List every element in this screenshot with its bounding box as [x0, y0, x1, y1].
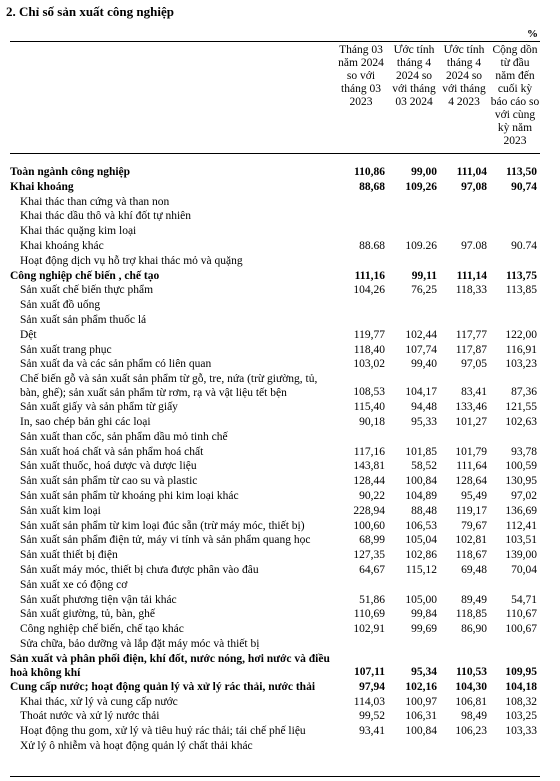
row-value-col1: 128,44 [353, 475, 385, 488]
row-value-col2 [388, 313, 440, 328]
row-value-col2: 105,04 [405, 534, 437, 547]
row-value-col1: 115,40 [353, 401, 385, 414]
row-value-col4: 90.74 [511, 239, 537, 252]
row-value-col1: 107,11 [354, 665, 385, 678]
table-row [10, 489, 540, 504]
row-value-col1: 143,81 [353, 460, 385, 473]
table-row [10, 180, 540, 195]
row-value-col3 [440, 254, 490, 269]
row-value-col4: 103,23 [505, 358, 537, 371]
column-header-1: Tháng 03 năm 2024 so với tháng 03 2023 [338, 44, 384, 108]
row-label: Thoát nước và xử lý nước thải [20, 710, 160, 723]
row-value-col1: 68,99 [359, 534, 385, 547]
row-label: Sản xuất sản phẩm điện tử, máy vi tính và sản phẩm quang học [20, 534, 311, 547]
row-value-col3 [440, 637, 490, 652]
table-row [10, 254, 540, 269]
row-value-col2: 109,26 [405, 180, 437, 193]
row-value-col2: 100,84 [405, 725, 437, 738]
row-value-col1: 228,94 [353, 504, 385, 517]
row-value-col1: 100,60 [353, 519, 385, 532]
row-value-col2 [388, 578, 440, 593]
row-value-col4 [490, 578, 540, 593]
row-value-col1: 97,94 [359, 680, 385, 693]
row-value-col1: 118,40 [353, 343, 385, 356]
row-value-col4 [490, 254, 540, 269]
row-value-col3: 97.08 [461, 239, 487, 252]
row-label: Công nghiệp chế biến , chế tạo [10, 269, 160, 282]
table-row [10, 504, 540, 519]
row-value-col3 [440, 430, 490, 445]
row-label: Sản xuất và phân phối điện, khí đốt, nước nóng, hơi nước và điều hoà không khí [10, 652, 330, 679]
row-label: Sản xuất kim loại [20, 504, 101, 517]
row-label: Sản xuất máy móc, thiết bị chưa được phân vào đâu [20, 563, 259, 576]
table-row [10, 652, 540, 680]
row-value-col2: 99,11 [411, 269, 437, 282]
row-value-col4: 103,51 [505, 534, 537, 547]
table-row [10, 622, 540, 637]
table-row [10, 474, 540, 489]
table-row [10, 637, 540, 652]
row-value-col3: 119,17 [455, 504, 487, 517]
row-label: Sản xuất giấy và sản phẩm từ giấy [20, 401, 178, 414]
column-header-2: Ước tính tháng 4 2024 so với tháng 03 2024 [392, 44, 436, 108]
row-value-col1: 119,77 [353, 328, 385, 341]
row-value-col4 [490, 313, 540, 328]
row-value-col4: 122,00 [505, 328, 537, 341]
row-value-col3: 106,23 [455, 725, 487, 738]
row-value-col1: 111,16 [354, 269, 385, 282]
row-value-col1: 90,18 [359, 415, 385, 428]
row-value-col1: 90,22 [359, 489, 385, 502]
row-value-col1: 99,52 [359, 710, 385, 723]
column-header-3: Ước tính tháng 4 2024 so với tháng 4 2023 [442, 44, 486, 108]
table-row [10, 607, 540, 622]
row-label: Sửa chữa, bảo dưỡng và lắp đặt máy móc và thiết bị [20, 637, 260, 650]
table-row [10, 224, 540, 239]
row-value-col4: 109,95 [505, 665, 537, 678]
row-value-col1 [332, 254, 388, 269]
table-row [10, 695, 540, 710]
table-row [10, 593, 540, 608]
row-label: Sản xuất sản phẩm từ khoáng phi kim loại khác [20, 489, 239, 502]
row-value-col4: 54,71 [511, 593, 537, 606]
row-value-col2: 109.26 [405, 239, 437, 252]
table-row [10, 519, 540, 534]
table-row [10, 533, 540, 548]
row-value-col4: 97,02 [511, 489, 537, 502]
row-value-col3: 86,90 [461, 623, 487, 636]
row-value-col4: 113,50 [506, 166, 537, 178]
row-label: In, sao chép bản ghi các loại [20, 415, 151, 428]
table-row [10, 739, 540, 754]
row-value-col3: 102,81 [455, 534, 487, 547]
row-value-col2: 99,69 [411, 623, 437, 636]
row-label: Sản xuất sản phẩm từ kim loại đúc sẵn (trừ máy móc, thiết bị) [20, 519, 305, 532]
row-label: Hoạt động thu gom, xử lý và tiêu huỷ rác thải; tái chế phế liệu [20, 725, 306, 738]
row-value-col4: 70,04 [511, 563, 537, 576]
row-value-col3: 128,64 [455, 475, 487, 488]
table-row [10, 209, 540, 224]
row-value-col3 [440, 298, 490, 313]
row-value-col1 [332, 209, 388, 224]
column-header-4: Cộng dồn từ đầu năm đến cuối kỳ báo cáo so với cùng kỳ năm 2023 [490, 44, 540, 147]
row-label: Khai thác than cứng và than non [20, 195, 170, 208]
row-value-col4: 116,91 [505, 343, 537, 356]
row-value-col2: 104,17 [405, 386, 437, 399]
row-label: Hoạt động dịch vụ hỗ trợ khai thác mỏ và quặng [20, 254, 243, 267]
unit-label: % [527, 28, 538, 40]
row-value-col2: 99,84 [411, 608, 437, 621]
row-label: Chế biến gỗ và sản xuất sản phẩm từ gỗ, tre, nứa (trừ giường, tủ, bàn, ghế); sản xuất sản phẩm từ rơm, rạ và vật liệu tết bện [20, 373, 318, 400]
row-value-col3: 117,77 [455, 328, 487, 341]
row-value-col2: 99,00 [411, 166, 437, 178]
row-value-col3 [440, 578, 490, 593]
row-label: Toàn ngành công nghiệp [10, 166, 131, 178]
row-value-col2 [388, 224, 440, 239]
row-value-col4: 102,63 [505, 415, 537, 428]
table-row [10, 343, 540, 358]
row-value-col3: 118,85 [455, 608, 487, 621]
row-value-col4: 104,18 [505, 680, 537, 693]
row-value-col3 [440, 739, 490, 754]
table-row [10, 578, 540, 593]
row-value-col4: 100,59 [505, 460, 537, 473]
row-value-col3: 79,67 [461, 519, 487, 532]
row-value-col1: 88,68 [359, 180, 385, 193]
row-value-col1 [332, 298, 388, 313]
row-value-col4: 93,78 [511, 445, 537, 458]
row-value-col4 [490, 195, 540, 210]
row-value-col1 [332, 224, 388, 239]
row-value-col2: 115,12 [405, 563, 437, 576]
row-value-col1: 104,26 [353, 284, 385, 297]
row-value-col1: 51,86 [359, 593, 385, 606]
row-value-col4: 113,85 [505, 284, 537, 297]
row-value-col4: 113,75 [506, 269, 537, 282]
row-label: Khai thác quặng kim loại [20, 225, 137, 238]
row-label: Sản xuất xe có động cơ [20, 578, 128, 591]
row-label: Sản xuất sản phẩm từ cao su và plastic [20, 475, 198, 488]
section-title: 2. Chỉ số sản xuất công nghiệp [6, 4, 174, 19]
row-value-col3: 111,14 [456, 269, 487, 282]
row-value-col1 [332, 195, 388, 210]
row-value-col3: 118,33 [455, 284, 487, 297]
row-value-col1: 103,02 [353, 358, 385, 371]
row-label: Khai thác, xử lý và cung cấp nước [20, 695, 178, 708]
table-row [10, 680, 540, 695]
row-value-col4: 139,00 [505, 549, 537, 562]
row-value-col3: 98,49 [461, 710, 487, 723]
row-value-col2: 88,48 [411, 504, 437, 517]
row-value-col4: 87,36 [511, 386, 537, 399]
row-value-col3 [440, 224, 490, 239]
row-value-col1 [332, 578, 388, 593]
row-value-col2 [388, 209, 440, 224]
table-row [10, 459, 540, 474]
row-value-col2: 106,53 [405, 519, 437, 532]
row-value-col3: 133,46 [455, 401, 487, 414]
row-value-col4 [490, 209, 540, 224]
row-value-col1: 110,86 [354, 166, 385, 178]
row-value-col2: 102,86 [405, 549, 437, 562]
row-value-col4: 90,74 [511, 180, 537, 193]
row-label: Dệt [20, 328, 37, 341]
row-value-col2: 107,74 [405, 343, 437, 356]
row-value-col1: 108,53 [353, 386, 385, 399]
row-value-col2 [388, 254, 440, 269]
row-value-col1 [332, 637, 388, 652]
row-value-col1: 102,91 [353, 623, 385, 636]
row-value-col1 [332, 313, 388, 328]
row-value-col3 [440, 313, 490, 328]
row-value-col3: 104,30 [455, 680, 487, 693]
row-value-col2: 95,33 [411, 415, 437, 428]
row-label: Sản xuất chế biến thực phẩm [20, 284, 154, 297]
table-row [10, 195, 540, 210]
table-row [10, 445, 540, 460]
row-label: Khai khoáng [10, 180, 74, 193]
table-bottom-rule [10, 776, 540, 777]
row-value-col2: 76,25 [411, 284, 437, 297]
row-value-col3 [440, 195, 490, 210]
row-value-col2: 106,31 [405, 710, 437, 723]
row-value-col1: 88.68 [359, 239, 385, 252]
row-label: Khai thác dầu thô và khí đốt tự nhiên [20, 210, 192, 223]
row-value-col3: 111,64 [456, 460, 487, 473]
row-value-col4: 103,25 [505, 710, 537, 723]
row-value-col2: 100,97 [405, 695, 437, 708]
table-row [10, 724, 540, 739]
table-row [10, 313, 540, 328]
row-value-col2: 102,44 [405, 328, 437, 341]
row-value-col1: 117,16 [353, 445, 385, 458]
row-value-col4 [490, 298, 540, 313]
row-value-col2: 100,84 [405, 475, 437, 488]
row-label: Công nghiệp chế biến, chế tạo khác [20, 623, 184, 636]
row-label: Sản xuất đồ uống [20, 299, 101, 312]
row-value-col3: 118,67 [455, 549, 487, 562]
row-value-col3: 106,81 [455, 695, 487, 708]
row-value-col4: 100,67 [505, 623, 537, 636]
row-value-col1: 110,69 [353, 608, 385, 621]
row-value-col3: 101,79 [455, 445, 487, 458]
row-value-col2: 102,16 [405, 680, 437, 693]
table-row [10, 430, 540, 445]
row-value-col1: 114,03 [353, 695, 385, 708]
industrial-production-index-table [10, 165, 540, 754]
row-value-col2 [388, 195, 440, 210]
row-value-col3: 97,08 [461, 180, 487, 193]
row-value-col2: 105,00 [405, 593, 437, 606]
row-label: Sản xuất thuốc, hoá dược và dược liệu [20, 460, 197, 473]
row-value-col1: 127,35 [353, 549, 385, 562]
row-value-col1: 64,67 [359, 563, 385, 576]
table-row [10, 298, 540, 313]
row-value-col2 [388, 739, 440, 754]
row-value-col2: 101,85 [405, 445, 437, 458]
row-value-col3: 89,49 [461, 593, 487, 606]
table-row [10, 283, 540, 298]
table-row [10, 357, 540, 372]
row-label: Sản xuất da và các sản phẩm có liên quan [20, 358, 212, 371]
table-top-rule [10, 41, 540, 42]
row-value-col3: 69,48 [461, 563, 487, 576]
row-label: Sản xuất hoá chất và sản phẩm hoá chất [20, 445, 204, 458]
row-label: Sản xuất than cốc, sản phẩm dầu mỏ tinh chế [20, 430, 228, 443]
row-label: Xử lý ô nhiễm và hoạt động quản lý chất thải khác [20, 739, 253, 752]
table-row [10, 548, 540, 563]
row-value-col3: 111,04 [456, 166, 487, 178]
row-value-col4: 110,67 [505, 608, 537, 621]
row-value-col2 [388, 298, 440, 313]
row-label: Khai khoáng khác [20, 239, 104, 252]
row-value-col4: 108,32 [505, 695, 537, 708]
row-value-col3: 101,27 [455, 415, 487, 428]
row-value-col4: 136,69 [505, 504, 537, 517]
row-value-col4: 121,55 [505, 401, 537, 414]
row-value-col1 [332, 430, 388, 445]
row-label: Sản xuất trang phục [20, 343, 112, 356]
table-row [10, 372, 540, 400]
row-value-col4: 130,95 [505, 475, 537, 488]
row-value-col4 [490, 739, 540, 754]
row-value-col1: 93,41 [359, 725, 385, 738]
row-value-col4 [490, 637, 540, 652]
row-value-col1 [332, 739, 388, 754]
table-row [10, 165, 540, 180]
row-value-col2: 95,34 [411, 665, 437, 678]
row-label: Sản xuất thiết bị điện [20, 549, 118, 562]
row-value-col2: 99,40 [411, 358, 437, 371]
row-value-col3: 83,41 [461, 386, 487, 399]
table-row [10, 239, 540, 254]
table-row [10, 269, 540, 284]
row-value-col4: 112,41 [505, 519, 537, 532]
row-value-col3: 97,05 [461, 358, 487, 371]
table-row [10, 400, 540, 415]
row-value-col3: 117,87 [455, 343, 487, 356]
table-row [10, 563, 540, 578]
row-label: Sản xuất giường, tủ, bàn, ghế [20, 608, 155, 621]
row-value-col4: 103,33 [505, 725, 537, 738]
row-value-col2: 94,48 [411, 401, 437, 414]
row-value-col2 [388, 430, 440, 445]
table-row [10, 415, 540, 430]
row-value-col2: 58,52 [411, 460, 437, 473]
row-value-col2 [388, 637, 440, 652]
row-value-col3: 110,53 [456, 665, 487, 678]
table-row [10, 709, 540, 724]
row-value-col3: 95,49 [461, 489, 487, 502]
row-value-col4 [490, 430, 540, 445]
row-value-col2: 104,89 [405, 489, 437, 502]
row-value-col3 [440, 209, 490, 224]
table-row [10, 328, 540, 343]
row-label: Sản xuất sản phẩm thuốc lá [20, 313, 147, 326]
row-label: Sản xuất phương tiện vận tải khác [20, 593, 177, 606]
row-label: Cung cấp nước; hoạt động quản lý và xử lý rác thải, nước thải [10, 680, 316, 693]
header-bottom-rule [10, 153, 540, 154]
row-value-col4 [490, 224, 540, 239]
